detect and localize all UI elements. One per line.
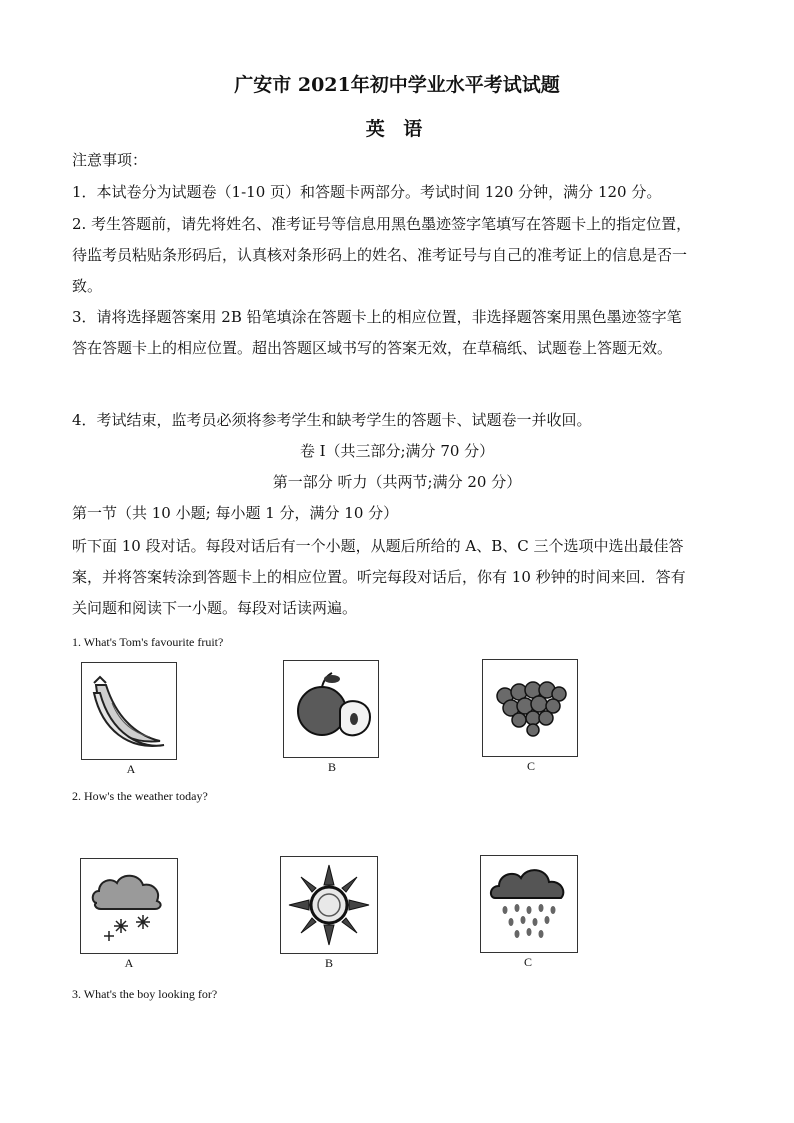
subject-title: 英 语	[365, 118, 429, 140]
option-label: B	[327, 760, 336, 774]
instruction-line: 关问题和阅读下一小题。每段对话读两遍。	[72, 599, 358, 617]
part-heading: 第一部分 听力（共两节;满分 20 分）	[272, 473, 522, 491]
option-image-a[interactable]	[80, 858, 178, 954]
option-label: C	[526, 759, 535, 773]
question-text: 1. What's Tom's favourite fruit?	[72, 635, 224, 649]
snow-cloud-icon	[81, 859, 177, 953]
option-label: A	[126, 762, 136, 776]
banana-icon	[82, 663, 176, 759]
option-image-a[interactable]	[81, 662, 177, 760]
notice-line: 1．本试卷分为试题卷（1-10 页）和答题卡两部分。考试时间 120 分钟，满分 120 分。	[72, 183, 662, 201]
notice-line: 答在答题卡上的相应位置。超出答题区域书写的答案无效，在草稿纸、试题卷上答题无效。	[72, 339, 673, 357]
grapes-icon	[483, 660, 577, 756]
option-image-b[interactable]	[283, 660, 379, 758]
volume-heading: 卷 I（共三部分;满分 70 分）	[299, 442, 495, 460]
subsection-heading: 第一节（共 10 小题; 每小题 1 分，满分 10 分）	[72, 504, 399, 522]
option-image-c[interactable]	[480, 855, 578, 953]
page-title: 广安市 2021年初中学业水平考试试题	[234, 74, 560, 96]
option-label: A	[124, 956, 134, 970]
notice-line: 4．考试结束，监考员必须将参考学生和缺考学生的答题卡、试题卷一并收回。	[72, 411, 592, 429]
instruction-line: 案，并将答案转涂到答题卡上的相应位置。听完每段对话后，你有 10 秒钟的时间来回．答有	[72, 568, 686, 586]
option-image-c[interactable]	[482, 659, 578, 757]
notice-heading: 注意事项：	[72, 151, 148, 169]
question-text: 3. What's the boy looking for?	[72, 987, 218, 1001]
notice-line: 3．请将选择题答案用 2B 铅笔填涂在答题卡上的相应位置，非选择题答案用黑色墨迹签字笔	[72, 308, 682, 326]
option-image-b[interactable]	[280, 856, 378, 954]
notice-line: 待监考员粘贴条形码后，认真核对条形码上的姓名、准考证号与自己的准考证上的信息是否一	[72, 246, 688, 264]
instruction-line: 听下面 10 段对话。每段对话后有一个小题，从题后所给的 A、B、C 三个选项中选出最佳答	[72, 537, 684, 555]
option-label: C	[523, 955, 532, 969]
apple-icon	[284, 661, 378, 757]
rain-cloud-icon	[481, 856, 577, 952]
option-label: B	[324, 956, 333, 970]
question-text: 2. How's the weather today?	[72, 789, 208, 803]
notice-line: 2. 考生答题前，请先将姓名、准考证号等信息用黑色墨迹签字笔填写在答题卡上的指定位置，	[72, 215, 692, 233]
sun-icon	[281, 857, 377, 953]
notice-line: 致。	[72, 277, 103, 295]
